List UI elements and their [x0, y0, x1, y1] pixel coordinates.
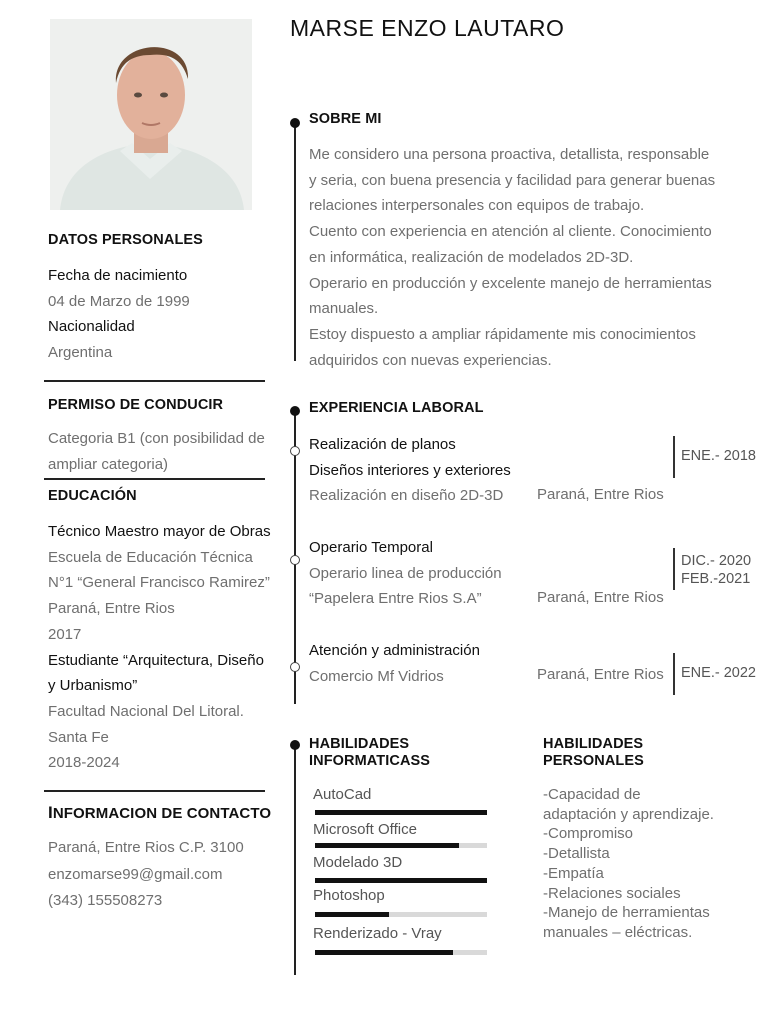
habilidades-personales-heading [543, 736, 644, 770]
edu-line: Santa Fe [48, 728, 109, 746]
job-location: Paraná, Entre Rios [537, 589, 664, 606]
skill-label: AutoCad [313, 786, 372, 803]
timeline-line [294, 123, 296, 361]
skill-bar-fill [315, 950, 453, 955]
job-date: FEB.-2021 [681, 571, 751, 587]
email-text[interactable]: enzomarse99@gmail.com [48, 865, 223, 883]
address-text: Paraná, Entre Rios C.P. 3100 [48, 839, 244, 856]
heading-line: PERSONALES [543, 753, 644, 769]
educacion-heading: EDUCACIÓN [48, 488, 137, 504]
personal-skills-list [543, 785, 714, 943]
personal-skill-line: manuales – eléctricas. [543, 923, 693, 941]
nationality-value: Argentina [48, 344, 113, 362]
job-title: Operario Temporal [309, 539, 433, 556]
contacto-block [48, 835, 244, 915]
skill-bar-fill [315, 878, 487, 883]
edu-title: y Urbanismo” [48, 677, 138, 695]
sobre-line: Estoy dispuesto a ampliar rápidamente mis conocimientos [309, 325, 696, 343]
habilidades-informaticas-heading [309, 736, 430, 770]
profile-photo [50, 19, 252, 210]
skill-bar-fill [315, 810, 487, 815]
datos-personales-block [48, 263, 190, 366]
permiso-line: ampliar categoria) [48, 455, 169, 473]
job-detail: “Papelera Entre Rios S.A” [309, 590, 482, 608]
edu-line: N°1 “General Francisco Ramirez” [48, 574, 270, 592]
contacto-heading-initial: I [48, 803, 53, 822]
job-entry [309, 638, 480, 689]
phone-text[interactable]: (343) 155508273 [48, 892, 163, 909]
sobre-line: relaciones interpersonales con equipos de trabajo. [309, 197, 645, 215]
timeline-marker [290, 662, 300, 672]
edu-line: Paraná, Entre Rios [48, 600, 175, 618]
personal-skill-line: -Detallista [543, 845, 610, 863]
heading-line: HABILIDADES [309, 736, 410, 752]
job-location: Paraná, Entre Rios [537, 486, 664, 503]
job-dates [681, 552, 751, 588]
job-detail: Realización en diseño 2D-3D [309, 487, 504, 505]
timeline-bullet [290, 406, 300, 416]
educacion-block [48, 519, 271, 776]
timeline-bullet [290, 740, 300, 750]
skill-bar [315, 878, 487, 883]
personal-skill-line: adaptación y aprendizaje. [543, 805, 714, 823]
skill-bar [315, 810, 487, 815]
personal-skill-line: -Capacidad de [543, 786, 641, 803]
timeline-marker [290, 446, 300, 456]
skill-label: Renderizado - Vray [313, 925, 442, 942]
permiso-line: Categoria B1 (con posibilidad de [48, 430, 265, 447]
skill-bar-fill [315, 843, 459, 848]
edu-line: Facultad Nacional Del Litoral. [48, 702, 244, 720]
personal-skill-line: -Compromiso [543, 825, 634, 843]
edu-title: Estudiante “Arquitectura, Diseño [48, 651, 264, 669]
edu-line: 2018-2024 [48, 754, 120, 772]
birth-label: Fecha de nacimiento [48, 267, 188, 284]
personal-skill-line: -Manejo de herramientas [543, 904, 710, 922]
job-date: ENE.- 2022 [681, 665, 756, 681]
permiso-heading: PERMISO DE CONDUCIR [48, 397, 224, 413]
nationality-label: Nacionalidad [48, 318, 135, 336]
job-date: ENE.- 2018 [681, 448, 756, 464]
job-location: Paraná, Entre Rios [537, 666, 664, 683]
heading-line: HABILIDADES [543, 736, 644, 752]
sobre-mi-heading: SOBRE MI [309, 111, 382, 127]
sobre-line: Operario en producción y excelente manejo de herramientas [309, 274, 712, 292]
divider [44, 380, 265, 382]
heading-line: INFORMATICASS [309, 753, 431, 769]
sobre-mi-text [309, 142, 715, 373]
date-divider [673, 653, 675, 695]
divider [44, 478, 265, 480]
job-detail: Operario linea de producción [309, 564, 502, 582]
divider [44, 790, 265, 792]
date-divider [673, 436, 675, 478]
edu-line: Escuela de Educación Técnica [48, 548, 253, 566]
sobre-line: manuales. [309, 300, 379, 318]
job-entry [309, 432, 511, 509]
job-title: Realización de planos [309, 436, 456, 453]
sobre-line: Me considero una persona proactiva, detallista, responsable [309, 146, 710, 163]
skill-bar-fill [315, 912, 389, 917]
timeline-line [294, 745, 296, 975]
skill-label: Photoshop [313, 887, 385, 904]
skill-bar [315, 843, 487, 848]
datos-personales-heading: DATOS PERSONALES [48, 232, 203, 248]
experiencia-heading: EXPERIENCIA LABORAL [309, 400, 484, 416]
skill-label: Modelado 3D [313, 854, 403, 871]
skill-bar [315, 950, 487, 955]
job-entry [309, 535, 502, 612]
birth-value: 04 de Marzo de 1999 [48, 292, 190, 310]
sobre-line: adquiridos con nuevas experiencias. [309, 351, 552, 369]
edu-title: Técnico Maestro mayor de Obras [48, 523, 271, 540]
job-title: Diseños interiores y exteriores [309, 461, 511, 479]
job-title: Atención y administración [309, 642, 480, 659]
sobre-line: en informática, realización de modelados 2D-3D. [309, 248, 634, 266]
permiso-block [48, 426, 265, 477]
contacto-heading [48, 803, 271, 823]
personal-skill-line: -Relaciones sociales [543, 884, 681, 902]
timeline-bullet [290, 118, 300, 128]
timeline-marker [290, 555, 300, 565]
candidate-name: MARSE ENZO LAUTARO [290, 15, 565, 41]
edu-line: 2017 [48, 625, 82, 643]
person-portrait-image [50, 19, 252, 210]
sobre-line: y seria, con buena presencia y facilidad para generar buenas [309, 171, 716, 189]
skill-bar [315, 912, 487, 917]
personal-skill-line: -Empatía [543, 864, 604, 882]
contacto-heading-rest: NFORMACION DE CONTACTO [52, 805, 272, 822]
skill-label: Microsoft Office [313, 821, 417, 838]
job-date: DIC.- 2020 [681, 553, 752, 569]
date-divider [673, 548, 675, 590]
sobre-line: Cuento con experiencia en atención al cliente. Conocimiento [309, 223, 712, 241]
job-detail: Comercio Mf Vidrios [309, 667, 444, 685]
